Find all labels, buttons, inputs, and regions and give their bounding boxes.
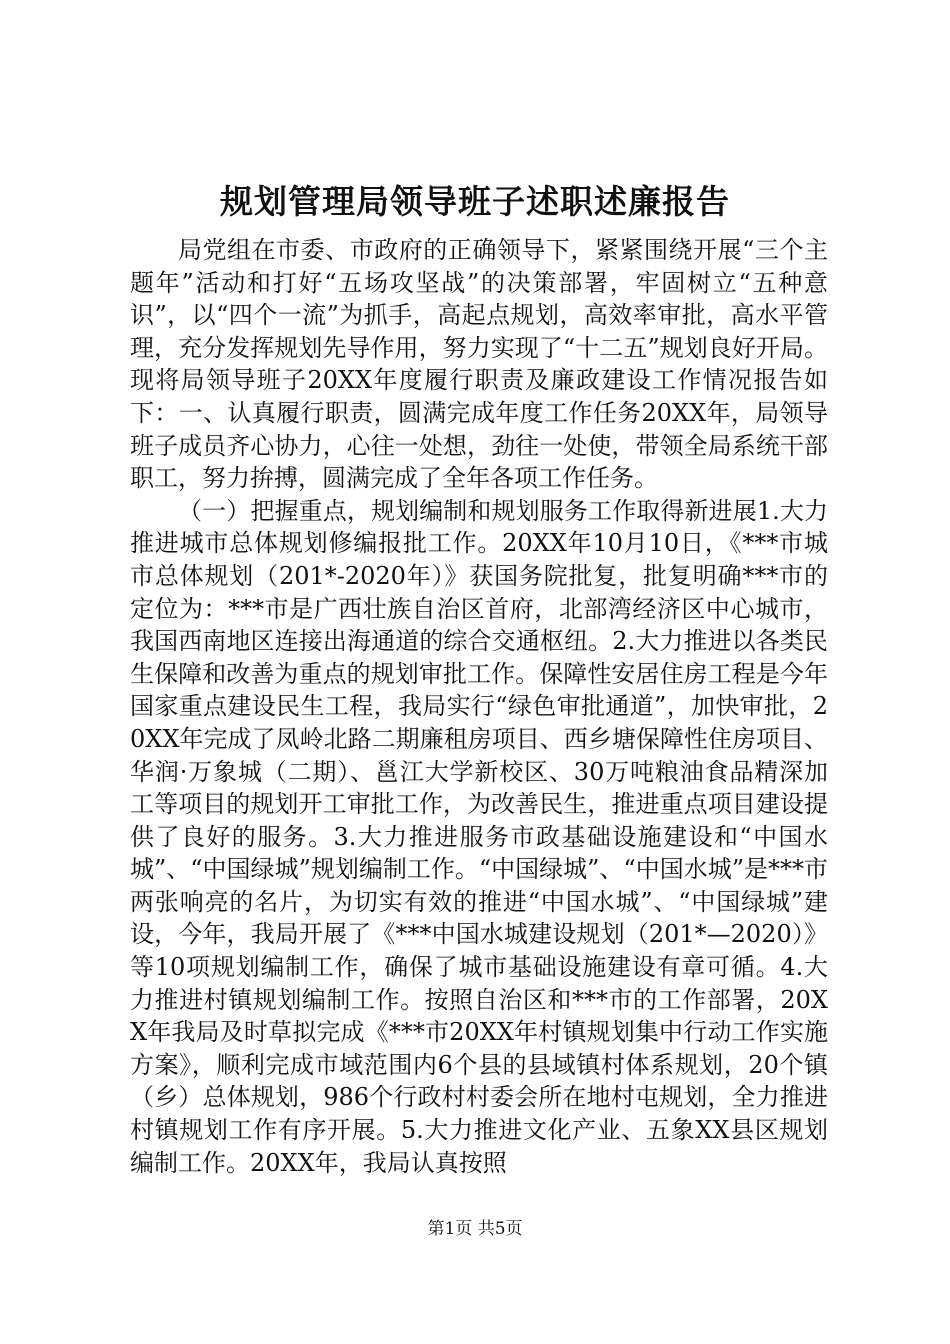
document-body <box>130 234 828 1179</box>
page-footer: 第1页 共5页 <box>427 1219 523 1239</box>
document-title: 规划管理局领导班子述职述廉报告 <box>220 182 730 221</box>
body-paragraph: （一）把握重点，规划编制和规划服务工作取得新进展1.大力推进城市总体规划修编报批工作。20XX年10月10日，《***市城市总体规划（201*-2020年）》获国务院批复，批复明确***市的定位为：***市是广西壮族自治区首府，北部湾经济区中心城市，我国西南地区连接出海通道的综合交通枢纽。2.大力推进以各类民生保障和改善为重点的规划审批工作。保障性安居住房工程是今年国家重点建设民生工程，我局实行“绿色审批通道”，加快审批，20XX年完成了凤岭北路二期廉租房项目、西乡塘保障性住房项目、华润·万象城（二期）、邕江大学新校区、30万吨粮油食品精深加工等项目的规划开工审批工作，为改善民生，推进重点项目建设提供了良好的服务。3.大力推进服务市政基础设施建设和“中国水城”、“中国绿城”规划编制工作。“中国绿城”、“中国水城”是***市两张响亮的名片，为切实有效的推进“中国水城”、“中国绿城”建设，今年，我局开展了《***中国水城建设规划（201*—2020）》等10项规划编制工作，确保了城市基础设施建设有章可循。4.大力推进村镇规划编制工作。按照自治区和***市的工作部署，20XX年我局及时草拟完成《***市20XX年村镇规划集中行动工作实施方案》，顺利完成市域范围内6个县的县域镇村体系规划，20个镇（乡）总体规划，986个行政村村委会所在地村屯规划，全力推进村镇规划工作有序开展。5.大力推进文化产业、五象XX县区规划编制工作。20XX年，我局认真按照 <box>130 496 828 1177</box>
body-paragraph: 局党组在市委、市政府的正确领导下，紧紧围绕开展“三个主题年”活动和打好“五场攻坚战”的决策部署，牢固树立“五种意识”，以“四个一流”为抓手，高起点规划，高效率审批，高水平管理，充分发挥规划先导作用，努力实现了“十二五”规划良好开局。现将局领导班子20XX年度履行职责及廉政建设工作情况报告如下：一、认真履行职责，圆满完成年度工作任务20XX年，局领导班子成员齐心协力，心往一处想，劲往一处使，带领全局系统干部职工，努力拚搏，圆满完成了全年各项工作任务。 <box>130 236 828 493</box>
